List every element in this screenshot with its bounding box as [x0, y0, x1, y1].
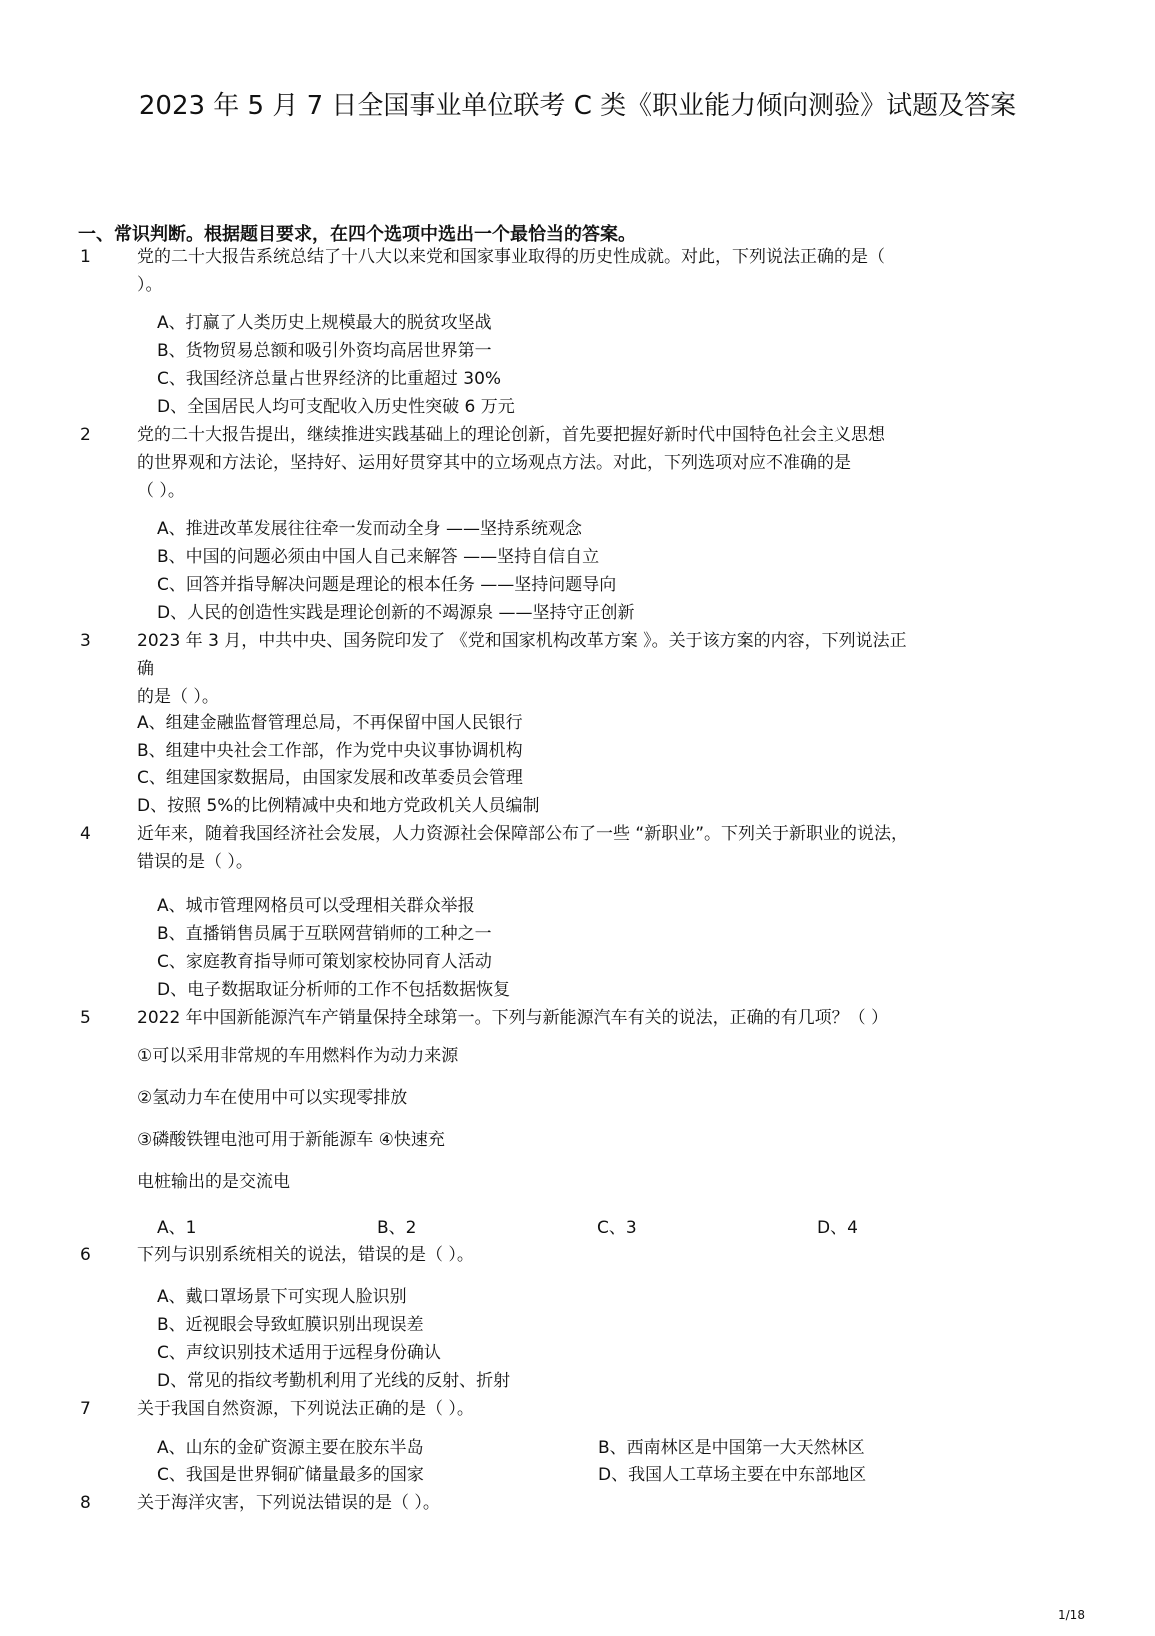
question-text: 近年来，随着我国经济社会发展，人力资源社会保障部公布了一些 “新职业”。下列关于新职业的说法，: [137, 824, 909, 844]
option-d: D、人民的创造性实践是理论创新的不竭源泉 ——坚持守正创新: [157, 603, 635, 623]
question-text: （ ）。: [137, 481, 185, 501]
option-a: A、山东的金矿资源主要在胶东半岛: [157, 1438, 424, 1458]
option-b: B、组建中央社会工作部，作为党中央议事协调机构: [137, 741, 523, 761]
question-text: 关于海洋灾害，下列说法错误的是（ ）。: [137, 1493, 440, 1513]
question-number: 3: [80, 631, 91, 651]
question-number: 6: [80, 1245, 91, 1265]
document-title: 2023 年 5 月 7 日全国事业单位联考 C 类《职业能力倾向测验》试题及答案: [138, 91, 1017, 121]
option-a: A、推进改革发展往往牵一发而动全身 ——坚持系统观念: [157, 519, 583, 539]
option-d: D、我国人工草场主要在中东部地区: [598, 1465, 867, 1485]
section-heading: 一、常识判断。根据题目要求，在四个选项中选出一个最恰当的答案。: [78, 224, 636, 245]
option-b: B、2: [377, 1218, 417, 1238]
option-d: D、全国居民人均可支配收入历史性突破 6 万元: [157, 397, 515, 417]
option-b: B、中国的问题必须由中国人自己来解答 ——坚持自信自立: [157, 547, 600, 567]
question-text: ）。: [137, 275, 163, 295]
question-number: 4: [80, 824, 91, 844]
question-text: 党的二十大报告提出，继续推进实践基础上的理论创新，首先要把握好新时代中国特色社会主义思想: [137, 425, 885, 445]
question-number: 5: [80, 1008, 91, 1028]
question-text: 下列与识别系统相关的说法，错误的是（ ）。: [137, 1245, 474, 1265]
statement-item: ③磷酸铁锂电池可用于新能源车 ④快速充: [137, 1130, 445, 1150]
option-b: B、西南林区是中国第一大天然林区: [598, 1438, 865, 1458]
question-number: 8: [80, 1493, 91, 1513]
option-a: A、组建金融监督管理总局，不再保留中国人民银行: [137, 713, 523, 733]
option-c: C、组建国家数据局，由国家发展和改革委员会管理: [137, 768, 523, 788]
option-d: D、按照 5%的比例精减中央和地方党政机关人员编制: [137, 796, 540, 816]
question-number: 7: [80, 1399, 91, 1419]
question-text: 错误的是（ ）。: [137, 852, 253, 872]
option-a: A、1: [157, 1218, 197, 1238]
question-text: 确: [137, 659, 154, 679]
option-c: C、声纹识别技术适用于远程身份确认: [157, 1343, 441, 1363]
option-a: A、打赢了人类历史上规模最大的脱贫攻坚战: [157, 313, 492, 333]
option-b: B、直播销售员属于互联网营销师的工种之一: [157, 924, 492, 944]
page-number: 1/18: [1058, 1608, 1085, 1622]
statement-item: ②氢动力车在使用中可以实现零排放: [137, 1088, 408, 1108]
question-number: 1: [80, 247, 91, 267]
option-a: A、戴口罩场景下可实现人脸识别: [157, 1287, 407, 1307]
option-c: C、家庭教育指导师可策划家校协同育人活动: [157, 952, 492, 972]
question-text: 2022 年中国新能源汽车产销量保持全球第一。下列与新能源汽车有关的说法，正确的有几项？（ ）: [137, 1008, 889, 1028]
question-text: 党的二十大报告系统总结了十八大以来党和国家事业取得的历史性成就。对此，下列说法正确的是（: [137, 247, 885, 267]
option-b: B、近视眼会导致虹膜识别出现误差: [157, 1315, 424, 1335]
question-text: 的是（ ）。: [137, 687, 219, 707]
statement-item: 电桩输出的是交流电: [137, 1172, 290, 1192]
option-c: C、我国经济总量占世界经济的比重超过 30%: [157, 369, 502, 389]
option-c: C、3: [597, 1218, 637, 1238]
option-a: A、城市管理网格员可以受理相关群众举报: [157, 896, 475, 916]
question-text: 的世界观和方法论，坚持好、运用好贯穿其中的立场观点方法。对此，下列选项对应不准确的是: [137, 453, 851, 473]
option-d: D、常见的指纹考勤机利用了光线的反射、折射: [157, 1371, 511, 1391]
option-b: B、货物贸易总额和吸引外资均高居世界第一: [157, 341, 492, 361]
question-text: 关于我国自然资源，下列说法正确的是（ ）。: [137, 1399, 474, 1419]
option-c: C、我国是世界铜矿储量最多的国家: [157, 1465, 424, 1485]
option-d: D、电子数据取证分析师的工作不包括数据恢复: [157, 980, 511, 1000]
statement-item: ①可以采用非常规的车用燃料作为动力来源: [137, 1046, 459, 1066]
option-d: D、4: [817, 1218, 858, 1238]
question-text: 2023 年 3 月，中共中央、国务院印发了 《党和国家机构改革方案 》。关于该方案的内容，下列说法正: [137, 631, 907, 651]
question-number: 2: [80, 425, 91, 445]
option-c: C、回答并指导解决问题是理论的根本任务 ——坚持问题导向: [157, 575, 617, 595]
